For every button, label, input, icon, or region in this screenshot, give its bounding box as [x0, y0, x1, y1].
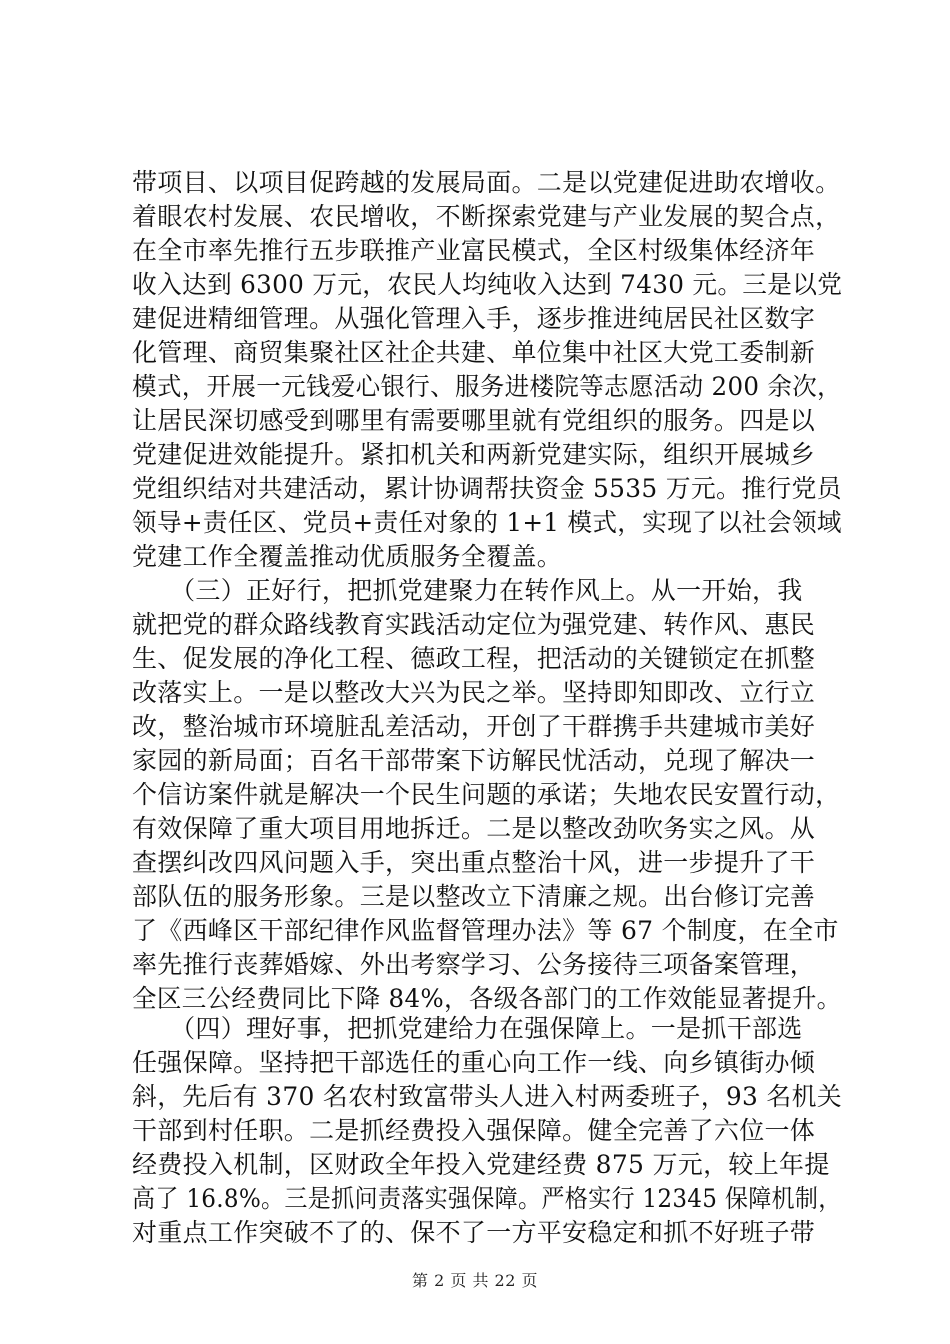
- text-line: 改落实上。一是以整改大兴为民之举。坚持即知即改、立行立: [132, 678, 816, 707]
- text-line: 全区三公经费同比下降 84%，各级各部门的工作效能显著提升。: [132, 984, 842, 1013]
- text-line: （三）正好行，把抓党建聚力在转作风上。从一开始，我: [132, 576, 803, 605]
- text-line: 任强保障。坚持把干部选任的重心向工作一线、向乡镇街办倾: [132, 1048, 816, 1077]
- text-line: 党建工作全覆盖推动优质服务全覆盖。: [132, 542, 563, 571]
- text-line: 模式，开展一元钱爱心银行、服务进楼院等志愿活动 200 余次，: [132, 372, 842, 401]
- text-line: 高了 16.8%。三是抓问责落实强保障。严格实行 12345 保障机制，: [132, 1184, 842, 1213]
- body-text-block-2: [132, 1012, 842, 1250]
- text-line: 在全市率先推行五步联推产业富民模式，全区村级集体经济年: [132, 236, 816, 265]
- text-line: 部队伍的服务形象。三是以整改立下清廉之规。出台修订完善: [132, 882, 816, 911]
- text-line: 着眼农村发展、农民增收，不断探索党建与产业发展的契合点，: [132, 202, 841, 231]
- text-line: 让居民深切感受到哪里有需要哪里就有党组织的服务。四是以: [132, 406, 816, 435]
- text-line: 有效保障了重大项目用地拆迁。二是以整改劲吹务实之风。从: [132, 814, 816, 843]
- text-line: 斜，先后有 370 名农村致富带头人进入村两委班子，93 名机关: [132, 1082, 842, 1111]
- text-line: 化管理、商贸集聚社区社企共建、单位集中社区大党工委制新: [132, 338, 816, 367]
- text-line: 家园的新局面；百名干部带案下访解民忧活动，兑现了解决一: [132, 746, 816, 775]
- text-line: 改，整治城市环境脏乱差活动，开创了干群携手共建城市美好: [132, 712, 816, 741]
- text-line: 就把党的群众路线教育实践活动定位为强党建、转作风、惠民: [132, 610, 816, 639]
- text-line: 党建促进效能提升。紧扣机关和两新党建实际，组织开展城乡: [132, 440, 816, 469]
- text-line: 查摆纠改四风问题入手，突出重点整治十风，进一步提升了干: [132, 848, 816, 877]
- text-line: 建促进精细管理。从强化管理入手，逐步推进纯居民社区数字: [132, 304, 816, 333]
- page-footer: 第 2 页 共 22 页: [412, 1271, 538, 1290]
- text-line: 收入达到 6300 万元，农民人均纯收入达到 7430 元。三是以党: [132, 270, 843, 299]
- text-line: 带项目、以项目促跨越的发展局面。二是以党建促进助农增收。: [132, 168, 841, 197]
- body-text-block-1: [132, 166, 842, 1016]
- text-line: 对重点工作突破不了的、保不了一方平安稳定和抓不好班子带: [132, 1218, 816, 1247]
- text-line: 个信访案件就是解决一个民生问题的承诺；失地农民安置行动，: [132, 780, 841, 809]
- text-line: 干部到村任职。二是抓经费投入强保障。健全完善了六位一体: [132, 1116, 816, 1145]
- text-line: 经费投入机制，区财政全年投入党建经费 875 万元，较上年提: [132, 1150, 830, 1179]
- text-line: 生、促发展的净化工程、德政工程，把活动的关键锁定在抓整: [132, 644, 816, 673]
- text-line: 领导+责任区、党员+责任对象的 1+1 模式，实现了以社会领域: [132, 508, 842, 537]
- text-line: （四）理好事，把抓党建给力在强保障上。一是抓干部选: [132, 1014, 803, 1043]
- text-line: 了《西峰区干部纪律作风监督管理办法》等 67 个制度，在全市: [132, 916, 839, 945]
- text-line: 党组织结对共建活动，累计协调帮扶资金 5535 万元。推行党员: [132, 474, 842, 503]
- text-line: 率先推行丧葬婚嫁、外出考察学习、公务接待三项备案管理，: [132, 950, 816, 979]
